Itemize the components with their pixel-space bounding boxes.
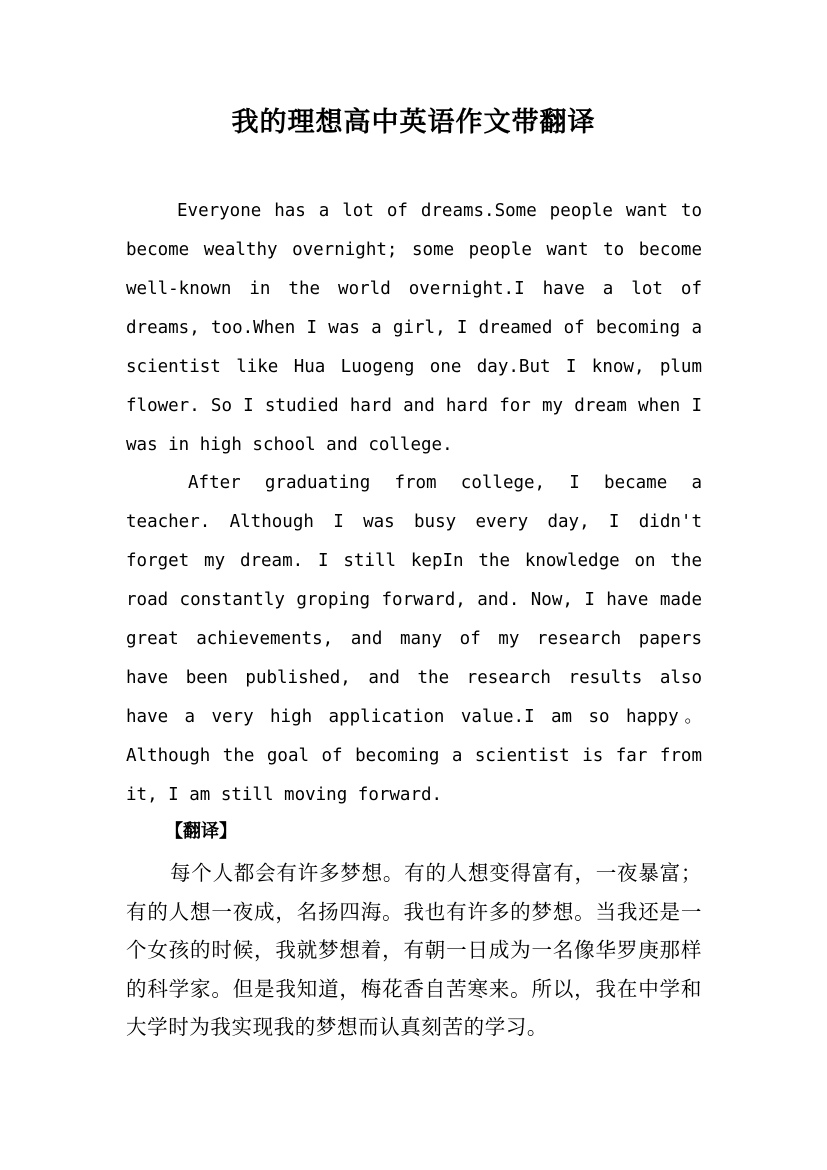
translation-heading: 【翻译】 (165, 821, 237, 842)
chinese-translation-paragraph: 每个人都会有许多梦想。有的人想变得富有，一夜暴富；有的人想一夜成，名扬四海。我也有许多的梦想。当我还是一个女孩的时候，我就梦想着，有朝一日成为一名像华罗庚那样的科学家。但是我知道，梅花香自苦寒来。所以，我在中学和大学时为我实现我的梦想而认真刻苦的学习。 (126, 861, 702, 1039)
document-title: 我的理想高中英语作文带翻译 (231, 107, 596, 138)
english-paragraph-1: Everyone has a lot of dreams.Some people want to become wealthy overnight; some people want to become well-known in the world overnight.I have a lot of dreams, too.When I was a girl, I dreamed of becoming a scientist like Hua Luogeng one day.But I know, plum flower. So I studied hard and hard for my dream when I was in high school and college. (126, 201, 702, 455)
english-paragraph-2: After graduating from college, I became a teacher. Although I was busy every day, I didn't forget my dream. I still kepIn the knowledge on the road constantly groping forward, and. Now, I have made great achievements, and many of my research papers have been published, and the research results also have a very high application value.I am so happy。 Although the goal of becoming a scientist is far from it, I am still moving forward. (126, 473, 702, 805)
